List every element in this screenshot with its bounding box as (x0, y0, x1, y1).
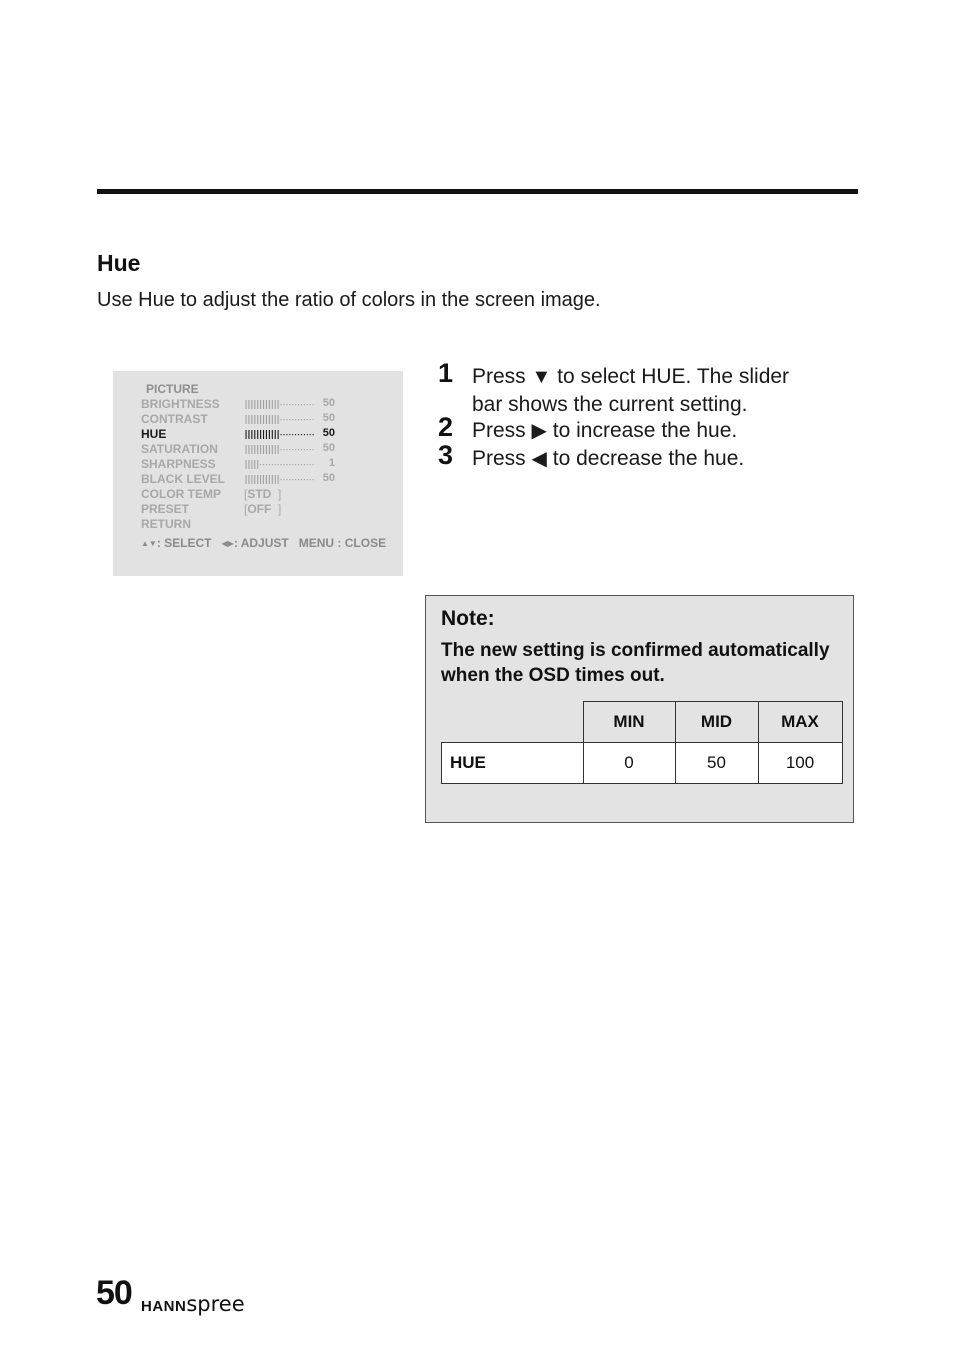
table-corner (442, 702, 584, 743)
osd-slider-dot (298, 479, 299, 480)
osd-slider-dot (286, 404, 287, 405)
osd-slider-tick (254, 460, 255, 469)
osd-slider-dot (286, 464, 287, 465)
osd-row-sharpness (141, 457, 401, 472)
osd-slider-tick (278, 475, 279, 484)
osd-label: PRESET (141, 502, 190, 516)
right-triangle-icon: ▶ (531, 420, 547, 442)
osd-option: [OFF ] (244, 502, 282, 516)
osd-slider-tick (275, 400, 276, 409)
osd-option-value: OFF (247, 502, 272, 516)
step-number: 2 (438, 412, 454, 442)
osd-slider-dot (292, 479, 293, 480)
osd-slider-dot (298, 434, 299, 435)
table-cell-mid: 50 (675, 743, 758, 784)
osd-slider-dot (292, 404, 293, 405)
osd-slider-tick (263, 475, 264, 484)
up-down-arrows-icon: ▲▼ (141, 539, 157, 548)
table-row (442, 743, 843, 784)
osd-slider-tick (254, 475, 255, 484)
osd-footer-close: MENU : CLOSE (298, 536, 387, 550)
osd-slider-tick (246, 475, 247, 484)
osd-slider-dot (260, 464, 261, 465)
osd-menu-image (113, 371, 403, 576)
osd-slider-tick (248, 475, 249, 484)
osd-slider-dot (286, 449, 287, 450)
osd-slider-dot (289, 434, 290, 435)
osd-option-value: STD (247, 487, 272, 501)
osd-slider-dot (307, 404, 308, 405)
osd-slider-tick (248, 445, 249, 454)
osd-slider-tick (278, 415, 279, 424)
brand-bold: HANN (141, 1298, 187, 1315)
osd-slider-dot (307, 464, 308, 465)
step-text (472, 417, 737, 445)
table-cell-min: 0 (583, 743, 675, 784)
osd-slider-dot (295, 449, 296, 450)
osd-slider-dot (286, 419, 287, 420)
osd-slider-tick (272, 415, 273, 424)
osd-slider-tick (251, 445, 252, 454)
osd-slider-dot (301, 449, 302, 450)
osd-slider-dot (295, 464, 296, 465)
section-intro: Use Hue to adjust the ratio of colors in the screen image. (97, 289, 601, 311)
osd-slider-tick (246, 400, 247, 409)
osd-value: 50 (322, 412, 335, 424)
osd-slider-dot (295, 479, 296, 480)
osd-label: COLOR TEMP (141, 487, 221, 501)
osd-row-brightness (141, 397, 401, 412)
osd-slider-tick (266, 400, 267, 409)
osd-slider-tick (272, 400, 273, 409)
osd-slider-tick (263, 415, 264, 424)
osd-footer (141, 536, 386, 550)
osd-slider-dot (307, 419, 308, 420)
osd-slider-tick (269, 430, 270, 439)
osd-slider-tick (269, 445, 270, 454)
osd-slider-dot (275, 464, 276, 465)
step-press: Press (472, 365, 526, 388)
osd-slider-tick (272, 475, 273, 484)
osd-slider-dot (313, 449, 314, 450)
osd-slider-tick (248, 400, 249, 409)
step-number: 1 (438, 358, 454, 388)
osd-slider (245, 445, 315, 454)
osd-slider-tick (254, 430, 255, 439)
osd-slider-tick (260, 430, 261, 439)
osd-slider-tick (269, 475, 270, 484)
osd-value: 50 (322, 397, 335, 409)
table-cell-max: 100 (758, 743, 842, 784)
osd-slider-dot (310, 434, 311, 435)
osd-slider-dot (301, 404, 302, 405)
step-instruction-cont: bar shows the current setting. (472, 393, 748, 416)
step-instruction: to select HUE. The slider (557, 365, 790, 388)
osd-slider-dot (292, 464, 293, 465)
osd-slider-tick (266, 415, 267, 424)
osd-value: 50 (322, 427, 335, 439)
osd-slider-tick (248, 460, 249, 469)
osd-slider-dot (310, 404, 311, 405)
osd-slider-tick (248, 430, 249, 439)
osd-slider (245, 475, 315, 484)
osd-slider-dot (298, 464, 299, 465)
osd-slider-tick (251, 415, 252, 424)
osd-label: SHARPNESS (141, 457, 216, 471)
osd-slider-dot (266, 464, 267, 465)
osd-slider (245, 430, 315, 439)
osd-slider-dot (304, 479, 305, 480)
osd-slider-tick (246, 445, 247, 454)
osd-value: 1 (328, 457, 335, 469)
osd-slider-tick (248, 415, 249, 424)
osd-slider-dot (278, 464, 279, 465)
osd-slider-tick (278, 430, 279, 439)
osd-slider-dot (304, 419, 305, 420)
osd-slider-dot (301, 419, 302, 420)
left-triangle-icon: ◀ (531, 448, 547, 470)
osd-slider-tick (246, 415, 247, 424)
osd-slider-dot (295, 419, 296, 420)
osd-slider-tick (266, 430, 267, 439)
osd-slider-tick (251, 475, 252, 484)
osd-slider-dot (301, 434, 302, 435)
osd-row-black-level (141, 472, 401, 487)
note-box (425, 595, 854, 823)
osd-slider-dot (307, 479, 308, 480)
osd-slider-tick (263, 430, 264, 439)
osd-slider-tick (260, 400, 261, 409)
osd-slider-dot (304, 449, 305, 450)
osd-slider-tick (272, 430, 273, 439)
osd-slider-dot (298, 449, 299, 450)
osd-slider (245, 415, 315, 424)
osd-slider-dot (289, 464, 290, 465)
osd-option: [STD ] (244, 487, 282, 501)
osd-slider-dot (298, 419, 299, 420)
osd-slider-dot (310, 419, 311, 420)
osd-footer-select: : SELECT (156, 536, 212, 550)
osd-slider-tick (275, 430, 276, 439)
step-text (472, 363, 789, 418)
step-instruction: to increase the hue. (552, 419, 738, 442)
osd-slider-tick (263, 445, 264, 454)
osd-slider-dot (304, 404, 305, 405)
note-title: Note: (441, 607, 495, 630)
step-instruction: to decrease the hue. (552, 447, 745, 470)
osd-slider-tick (257, 475, 258, 484)
table-header-row (442, 702, 843, 743)
osd-slider-tick (257, 445, 258, 454)
osd-slider-tick (275, 475, 276, 484)
osd-slider-dot (313, 419, 314, 420)
osd-slider-dot (313, 479, 314, 480)
osd-slider-dot (283, 479, 284, 480)
osd-slider-tick (266, 445, 267, 454)
osd-slider-dot (289, 404, 290, 405)
osd-label: BLACK LEVEL (141, 472, 225, 486)
osd-slider-tick (254, 415, 255, 424)
osd-value: 50 (322, 472, 335, 484)
osd-slider-dot (283, 419, 284, 420)
osd-slider-dot (269, 464, 270, 465)
osd-title: PICTURE (146, 382, 199, 396)
osd-slider-tick (251, 430, 252, 439)
osd-slider-dot (313, 464, 314, 465)
osd-slider-dot (281, 449, 282, 450)
osd-slider-tick (260, 475, 261, 484)
osd-row-color-temp (141, 487, 401, 502)
osd-slider-dot (283, 449, 284, 450)
osd-slider-tick (278, 400, 279, 409)
osd-slider-dot (307, 449, 308, 450)
osd-slider-dot (310, 464, 311, 465)
osd-slider-dot (289, 479, 290, 480)
osd-slider-tick (266, 475, 267, 484)
page-number: 50 (96, 1274, 132, 1312)
osd-slider-tick (260, 445, 261, 454)
osd-slider-dot (283, 404, 284, 405)
osd-slider-tick (278, 445, 279, 454)
osd-slider-dot (263, 464, 264, 465)
osd-slider-tick (275, 445, 276, 454)
section-title: Hue (97, 250, 141, 276)
table-header-min: MIN (583, 702, 675, 743)
osd-slider-dot (310, 479, 311, 480)
osd-slider-dot (301, 464, 302, 465)
top-rule (97, 189, 858, 194)
osd-slider-dot (307, 434, 308, 435)
osd-label: CONTRAST (141, 412, 208, 426)
step-press: Press (472, 419, 526, 442)
osd-slider-dot (301, 479, 302, 480)
osd-slider-tick (269, 415, 270, 424)
brand-light: spree (186, 1292, 245, 1316)
table-header-max: MAX (758, 702, 842, 743)
brand-logo (141, 1292, 245, 1316)
osd-slider-dot (281, 479, 282, 480)
down-triangle-icon: ▼ (531, 366, 552, 388)
osd-slider-dot (289, 419, 290, 420)
osd-slider-dot (292, 419, 293, 420)
osd-slider-tick (246, 460, 247, 469)
osd-slider-tick (269, 400, 270, 409)
osd-slider (245, 400, 315, 409)
osd-slider-dot (295, 404, 296, 405)
osd-slider-tick (257, 415, 258, 424)
osd-slider-dot (283, 434, 284, 435)
osd-slider-tick (272, 445, 273, 454)
osd-slider-tick (263, 400, 264, 409)
osd-slider-tick (246, 430, 247, 439)
osd-row-contrast (141, 412, 401, 427)
osd-slider-dot (292, 434, 293, 435)
osd-slider (245, 460, 315, 469)
osd-slider-dot (295, 434, 296, 435)
osd-slider-tick (251, 460, 252, 469)
osd-slider-dot (286, 479, 287, 480)
table-header-mid: MID (675, 702, 758, 743)
osd-slider-dot (298, 404, 299, 405)
osd-slider-dot (310, 449, 311, 450)
osd-slider-tick (254, 445, 255, 454)
osd-slider-tick (257, 430, 258, 439)
osd-row-return (141, 517, 401, 532)
osd-slider-dot (272, 464, 273, 465)
note-body: The new setting is confirmed automatically when the OSD times out. (441, 640, 830, 686)
osd-slider-dot (281, 464, 282, 465)
step-number: 3 (438, 440, 454, 470)
osd-slider-dot (304, 464, 305, 465)
osd-row-saturation (141, 442, 401, 457)
osd-slider-dot (304, 434, 305, 435)
osd-slider-tick (260, 415, 261, 424)
step-text (472, 445, 744, 473)
step-press: Press (472, 447, 526, 470)
osd-label: HUE (141, 427, 167, 441)
osd-slider-dot (286, 434, 287, 435)
osd-row-preset (141, 502, 401, 517)
osd-slider-dot (292, 449, 293, 450)
table-row-label: HUE (442, 743, 584, 784)
osd-slider-tick (275, 415, 276, 424)
osd-value: 50 (322, 442, 335, 454)
hue-range-table (441, 701, 843, 784)
osd-slider-dot (283, 464, 284, 465)
left-right-arrows-icon: ◀▶ (221, 539, 234, 548)
osd-slider-dot (281, 434, 282, 435)
osd-slider-tick (257, 460, 258, 469)
osd-slider-dot (281, 419, 282, 420)
osd-label: SATURATION (141, 442, 218, 456)
osd-label: BRIGHTNESS (141, 397, 220, 411)
osd-footer-adjust: : ADJUST (233, 536, 289, 550)
osd-slider-tick (251, 400, 252, 409)
osd-slider-dot (313, 404, 314, 405)
osd-slider-tick (257, 400, 258, 409)
osd-label: RETURN (141, 517, 191, 531)
osd-slider-tick (254, 400, 255, 409)
osd-slider-dot (289, 449, 290, 450)
osd-slider-dot (281, 404, 282, 405)
osd-slider-dot (313, 434, 314, 435)
osd-row-hue (141, 427, 401, 442)
